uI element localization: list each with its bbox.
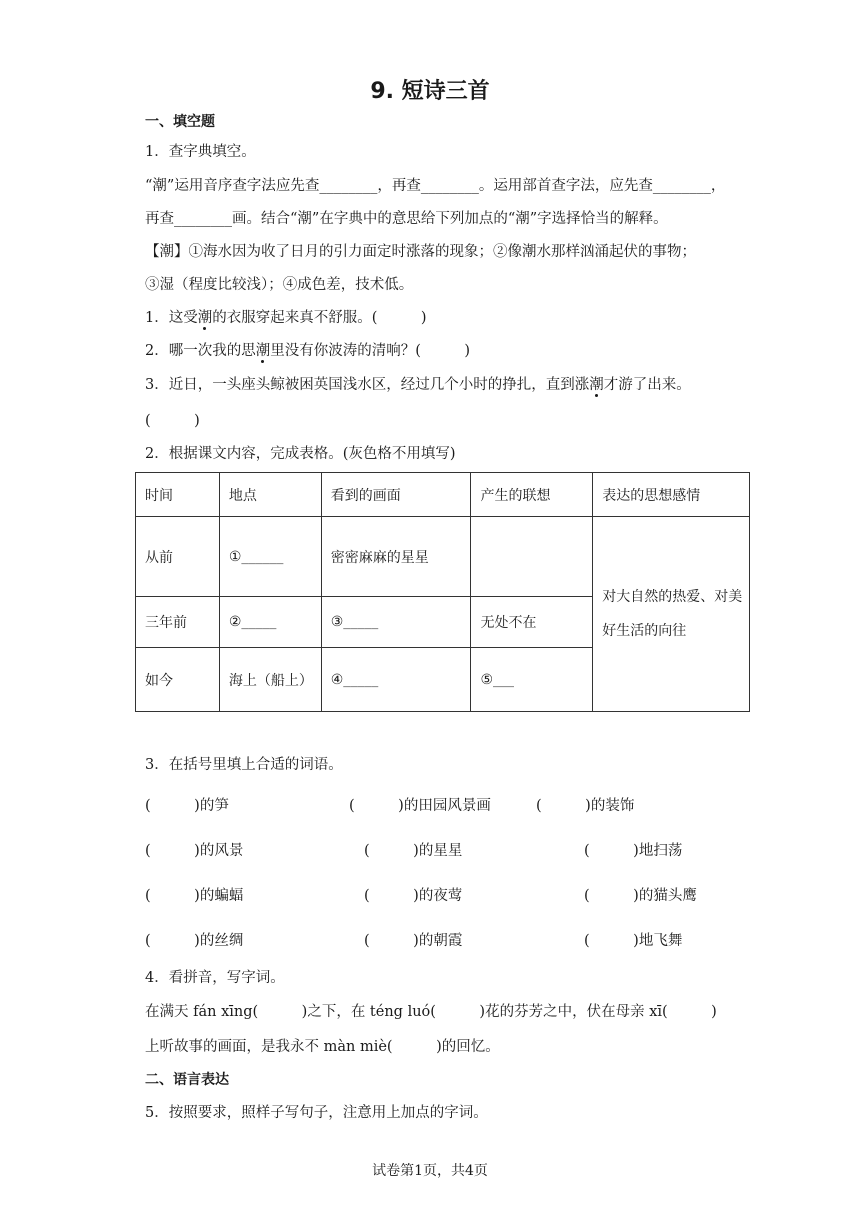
- table-cell: 三年前: [136, 597, 220, 648]
- table-cell: 密密麻麻的星星: [321, 517, 471, 597]
- table-header: 看到的画面: [321, 473, 471, 517]
- q1-sentence-3: 3．近日，一头座头鲸被困英国浅水区，经过几个小时的挣扎，直到涨潮才游了出来。: [145, 377, 691, 393]
- q3-item: ( )地飞舞: [584, 933, 683, 949]
- q1-line1: “潮”运用音序查字法应先查________，再查________。运用部首查字法，应先查________，: [145, 178, 726, 194]
- q3-item: ( )的猫头鹰: [584, 888, 697, 904]
- q1-definition-cont: ③湿（程度比较浅）；④成色差，技术低。: [145, 277, 414, 293]
- table-header: 时间: [136, 473, 220, 517]
- q4-line2: 上听故事的画面，是我永不 màn miè( )的回忆。: [145, 1039, 500, 1055]
- q3-item: ( )的朝霞: [364, 933, 463, 949]
- table-cell: ②_____: [219, 597, 321, 648]
- q3-item: ( )的装饰: [536, 798, 635, 814]
- q3-item: ( )的蝙蝠: [145, 888, 244, 904]
- table-header: 表达的思想感情: [593, 473, 750, 517]
- table-cell: 如今: [136, 648, 220, 712]
- table-header-row: [136, 473, 750, 517]
- q3-stem: 3．在括号里填上合适的词语。: [145, 757, 343, 773]
- q1-stem: 1．查字典填空。: [145, 144, 256, 160]
- table-header: 地点: [219, 473, 321, 517]
- table-cell: [471, 517, 593, 597]
- dotted-char: 潮: [255, 343, 271, 359]
- q1-line2: 再查________画。结合“潮”在字典中的意思给下列加点的“潮”字选择恰当的解释。: [145, 211, 668, 227]
- q5-stem: 5．按照要求，照样子写句子，注意用上加点的字词。: [145, 1105, 488, 1121]
- q3-item: ( )的笋: [145, 798, 229, 814]
- table-row: [136, 517, 750, 597]
- table-cell: 海上（船上）: [219, 648, 321, 712]
- q1-sentence-3-answer: ( ): [145, 413, 200, 429]
- table-header: 产生的联想: [471, 473, 593, 517]
- q3-item: ( )的丝绸: [145, 933, 244, 949]
- table-cell: ⑤___: [471, 648, 593, 712]
- q1-definition: 【潮】①海水因为收了日月的引力面定时涨落的现象；②像潮水那样汹涌起伏的事物；: [145, 244, 696, 260]
- q4-stem: 4．看拼音，写字词。: [145, 970, 285, 986]
- content-table: [135, 472, 750, 712]
- q1-sentence-2: 2．哪一次我的思潮里没有你波涛的清响？( ): [145, 343, 471, 359]
- page-title: 9. 短诗三首: [370, 79, 490, 104]
- table-cell-feeling: 对大自然的热爱、对美好生活的向往: [593, 517, 750, 712]
- section-heading-fill-blank: 一、填空题: [145, 114, 215, 130]
- q3-item: ( )的田园风景画: [349, 798, 491, 814]
- table-cell: ①______: [219, 517, 321, 597]
- table-cell: 从前: [136, 517, 220, 597]
- table-cell: ④_____: [321, 648, 471, 712]
- page-footer: 试卷第1页，共4页: [372, 1163, 488, 1179]
- table-cell: ③_____: [321, 597, 471, 648]
- dotted-char: 潮: [589, 377, 604, 393]
- q3-item: ( )地扫荡: [584, 843, 683, 859]
- q3-item: ( )的星星: [364, 843, 463, 859]
- q1-sentence-1: 1．这受潮的衣服穿起来真不舒服。( ): [145, 310, 427, 326]
- dotted-char: 潮: [197, 310, 213, 326]
- q3-item: ( )的夜莺: [364, 888, 463, 904]
- section-heading-language: 二、语言表达: [145, 1072, 229, 1088]
- q2-stem: 2．根据课文内容，完成表格。(灰色格不用填写): [145, 446, 456, 462]
- q3-item: ( )的风景: [145, 843, 244, 859]
- q4-line1: 在满天 fán xīng( )之下，在 téng luó( )花的芬芳之中，伏在母亲 xī( ): [145, 1004, 717, 1020]
- table-cell: 无处不在: [471, 597, 593, 648]
